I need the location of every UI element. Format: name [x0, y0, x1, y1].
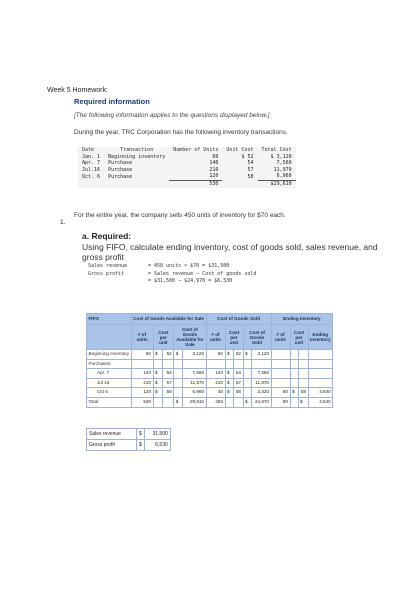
calc-line	[88, 278, 256, 286]
empty-cell	[271, 369, 290, 379]
summary-table	[86, 428, 171, 451]
cell: $ 3,120	[270, 153, 292, 160]
col-date: Date	[82, 147, 95, 153]
empty-cell	[225, 397, 233, 407]
fifo-total-row	[87, 397, 333, 407]
row-label: Purchases:	[87, 359, 132, 369]
currency: $	[153, 369, 162, 379]
input-cell[interactable]: 60	[206, 350, 225, 360]
calc-line	[88, 271, 256, 279]
calc-label: Sales revenue	[88, 263, 128, 269]
empty-cell	[243, 359, 251, 369]
currency: $	[225, 369, 233, 379]
intro-text: During the year, TRC Corporation has the following inventory transactions.	[74, 129, 288, 136]
input-cell[interactable]: 210	[131, 378, 153, 388]
table-row	[78, 173, 296, 180]
fifo-group-header-row	[87, 314, 333, 325]
sales-revenue-input[interactable]: 31,500	[144, 429, 170, 440]
transactions-total-row	[78, 180, 296, 187]
input-cell[interactable]: 2,320	[251, 388, 271, 398]
currency: $	[153, 388, 162, 398]
cell: 57	[247, 166, 254, 173]
calc-label: Gross profit	[88, 270, 125, 277]
empty-cell	[174, 378, 183, 388]
table-row	[87, 350, 333, 360]
sub-cost-sold: Cost of Goods Sold	[243, 325, 271, 350]
currency: $	[225, 388, 233, 398]
input-cell[interactable]: 52	[162, 350, 174, 360]
input-cell[interactable]: 140	[206, 369, 225, 379]
input-cell[interactable]: 3,120	[183, 350, 206, 360]
empty-cell	[233, 359, 243, 369]
input-cell[interactable]: 52	[233, 350, 243, 360]
empty-header	[87, 325, 132, 350]
sub-cost-available: Cost of Goods Available for Sale	[174, 325, 206, 350]
total-cost: $29,610	[258, 180, 296, 187]
calc-value: = Sales revenue − Cost of goods sold	[148, 270, 257, 277]
row-label: Total	[87, 397, 132, 407]
group-sold: Cost of Goods Sold	[206, 314, 271, 325]
currency: $	[153, 350, 162, 360]
table-row	[87, 369, 333, 379]
course-week-label: Week 5 Homework:	[47, 87, 108, 94]
empty-cell	[243, 388, 251, 398]
calc-value: = $31,500 − $24,970 = $6,530	[148, 278, 233, 284]
table-row	[87, 440, 171, 451]
empty-cell	[271, 378, 290, 388]
currency: $	[298, 397, 308, 407]
cell: 7,560	[276, 160, 292, 167]
table-row	[78, 160, 296, 167]
total-units: 530	[169, 180, 222, 187]
table-row	[87, 378, 333, 388]
input-cell[interactable]: 80	[271, 397, 290, 407]
currency: $	[225, 378, 233, 388]
input-cell[interactable]: 29,610	[183, 397, 206, 407]
input-cell[interactable]: 7,560	[251, 369, 271, 379]
empty-cell	[290, 397, 298, 407]
cell: Purchase	[108, 173, 133, 180]
empty-cell	[308, 350, 333, 360]
input-cell[interactable]: 7,560	[183, 369, 206, 379]
empty-cell	[271, 359, 290, 369]
empty-cell	[298, 350, 308, 360]
empty-cell	[251, 359, 271, 369]
cell: 60	[212, 153, 219, 160]
sub-cpu-available: Cost per unit	[153, 325, 174, 350]
empty-cell	[78, 180, 104, 187]
fifo-corner: FIFO	[87, 314, 132, 325]
input-cell[interactable]: 58	[233, 388, 243, 398]
input-cell[interactable]: 11,970	[251, 378, 271, 388]
sub-ending-inventory: Ending Inventory	[308, 325, 333, 350]
currency: $	[290, 388, 298, 398]
row-label: Beginning Inventory	[87, 350, 132, 360]
input-cell[interactable]: 4,640	[308, 388, 333, 398]
sub-cpu-sold: Cost per unit	[225, 325, 243, 350]
cell: 58	[247, 173, 254, 180]
empty-cell	[308, 378, 333, 388]
empty-cell	[243, 378, 251, 388]
empty-cell	[174, 369, 183, 379]
table-row	[78, 167, 296, 174]
table-row	[87, 359, 333, 369]
sales-revenue-label: Sales revenue	[87, 429, 137, 440]
cell: 11,970	[273, 166, 292, 173]
empty-cell	[298, 369, 308, 379]
cell: 54	[247, 160, 254, 167]
empty-cell	[104, 180, 169, 187]
question-text: For the entire year, the company sells 450 units of inventory for $70 each.	[74, 212, 286, 219]
col-total-cost: Total Cost	[261, 147, 292, 153]
currency: $	[153, 378, 162, 388]
empty-cell	[308, 369, 333, 379]
input-cell[interactable]: 210	[206, 378, 225, 388]
empty-cell	[290, 359, 298, 369]
empty-cell	[290, 369, 298, 379]
sub-units-sold: # of units	[206, 325, 225, 350]
empty-cell	[290, 378, 298, 388]
empty-cell	[298, 359, 308, 369]
input-cell[interactable]: 140	[131, 369, 153, 379]
calculation-block	[88, 263, 256, 286]
currency: $	[243, 397, 251, 407]
cell: 120	[209, 173, 219, 180]
gross-profit-label: Gross profit	[87, 440, 137, 451]
input-cell[interactable]: 80	[271, 388, 290, 398]
cell: Apr. 7	[82, 160, 101, 167]
cell: 140	[209, 160, 219, 167]
empty-cell	[162, 359, 174, 369]
calc-line	[88, 263, 256, 271]
table-row	[78, 154, 296, 161]
input-cell[interactable]: 11,970	[183, 378, 206, 388]
cell: Oct. 6	[82, 173, 101, 180]
cell: $ 52	[241, 153, 254, 160]
input-cell[interactable]: 120	[131, 388, 153, 398]
empty-cell	[153, 397, 162, 407]
input-cell[interactable]: 58	[298, 388, 308, 398]
empty-cell	[298, 378, 308, 388]
table-row	[87, 388, 333, 398]
input-cell[interactable]: 450	[206, 397, 225, 407]
input-cell[interactable]: 3,120	[251, 350, 271, 360]
sub-cpu-ending: Cost per unit	[290, 325, 308, 350]
row-label: Jul 16	[87, 378, 132, 388]
empty-cell	[174, 359, 183, 369]
empty-cell	[222, 180, 257, 187]
currency: $	[137, 440, 145, 451]
transactions-table	[78, 147, 296, 188]
cell: Jan. 1	[82, 153, 101, 160]
input-cell[interactable]: 24,970	[251, 397, 271, 407]
transactions-header-row	[78, 147, 296, 154]
input-cell[interactable]: 54	[162, 369, 174, 379]
input-cell[interactable]: 4,640	[308, 397, 333, 407]
currency: $	[137, 429, 145, 440]
group-ending: Ending Inventory	[271, 314, 333, 325]
cell: Purchase	[108, 160, 133, 167]
col-unit-cost: Unit Cost	[226, 147, 254, 153]
cell: 210	[209, 166, 219, 173]
fifo-sub-header-row	[87, 325, 333, 350]
empty-cell	[174, 388, 183, 398]
col-units: Number of Units	[173, 147, 219, 153]
empty-cell	[206, 359, 225, 369]
row-label: Apr. 7	[87, 369, 132, 379]
table-row	[87, 429, 171, 440]
empty-cell	[183, 359, 206, 369]
cell: Purchase	[108, 166, 133, 173]
part-a-instructions: Using FIFO, calculate ending inventory, cost of goods sold, sales revenue, and gross profit	[82, 242, 378, 262]
empty-cell	[243, 369, 251, 379]
question-number: 1.	[60, 219, 66, 226]
group-available: Cost of Goods Available for Sale	[131, 314, 206, 325]
empty-cell	[290, 350, 298, 360]
empty-cell	[271, 350, 290, 360]
empty-cell	[162, 397, 174, 407]
required-information-heading: Required information	[74, 97, 150, 106]
fifo-table	[86, 313, 333, 408]
empty-cell	[308, 359, 333, 369]
sub-units-available: # of units	[131, 325, 153, 350]
currency: $	[243, 350, 251, 360]
input-cell[interactable]: 40	[206, 388, 225, 398]
currency: $	[174, 350, 183, 360]
empty-cell	[225, 359, 233, 369]
currency: $	[225, 350, 233, 360]
input-cell[interactable]: 530	[131, 397, 153, 407]
cell: Jul.16	[82, 166, 101, 173]
sub-units-ending: # of units	[271, 325, 290, 350]
empty-cell	[131, 359, 153, 369]
empty-cell	[233, 397, 243, 407]
cell: 6,960	[276, 173, 292, 180]
row-label: Oct 6	[87, 388, 132, 398]
input-cell[interactable]: 54	[233, 369, 243, 379]
input-cell[interactable]: 57	[162, 378, 174, 388]
input-cell[interactable]: 60	[131, 350, 153, 360]
col-transaction: Transaction	[120, 147, 154, 153]
currency: $	[174, 397, 183, 407]
calc-value: = 450 units × $70 = $31,500	[148, 263, 230, 269]
cell: Beginning inventory	[108, 153, 166, 160]
instruction-note: [The following information applies to the questions displayed below.]	[74, 112, 270, 119]
empty-cell	[153, 359, 162, 369]
part-a-label: a. Required:	[82, 231, 132, 241]
gross-profit-input[interactable]: 6,530	[144, 440, 170, 451]
input-cell[interactable]: 57	[233, 378, 243, 388]
input-cell[interactable]: 58	[162, 388, 174, 398]
input-cell[interactable]: 6,960	[183, 388, 206, 398]
